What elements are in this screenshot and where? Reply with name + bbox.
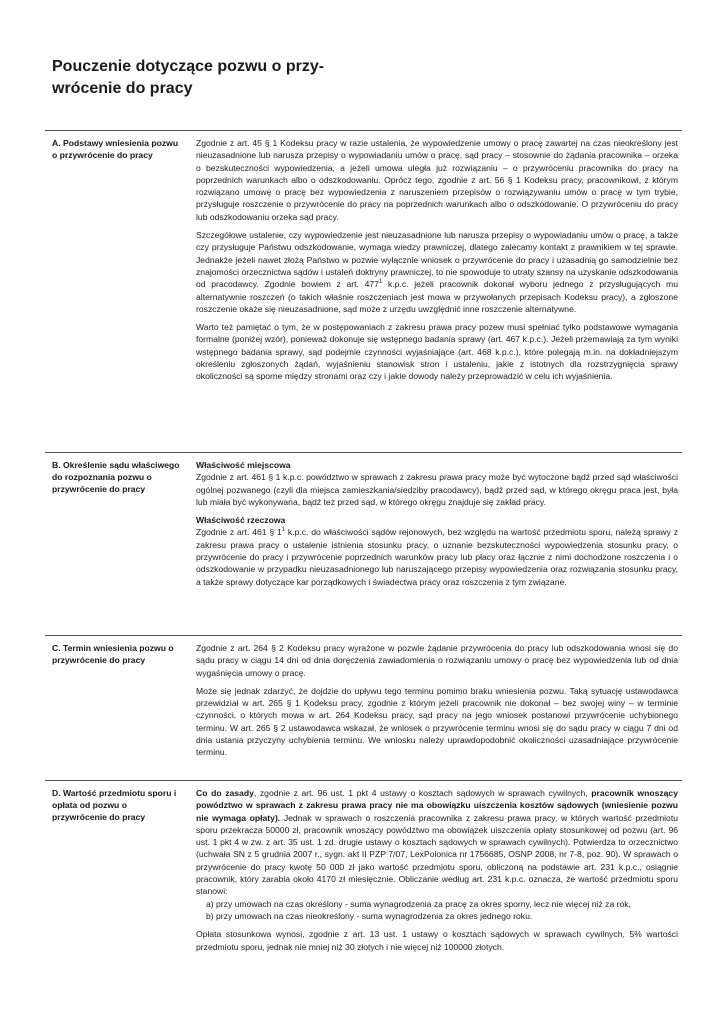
superscript: 1 (281, 527, 286, 534)
paragraph: Opłata stosunkowa wynosi, zgodnie z art. 13 ust. 1 ustawy o kosztach sądowych w sprawach cywilnych, 5% wartości przedmiotu sporu, jednak nie mniej niż 30 złotych i nie więcej niż 100000 złotych. (196, 929, 678, 952)
paragraph-text: k.p.c. jeżeli pracownik dokonał wyboru jednego z przysługujących mu alternatywnie roszczeń (o takich właśnie roszczeniach jest mowa w przywołanych przepisach Kodeksu pracy), a zgłoszone roszczenie okaże się nieuzasadnione, sąd może z urzędu uwzględnić inne roszczenie alternatywne. (196, 279, 678, 314)
section-a-label: A. Podstawy wniesienia pozwu o przywrócenie do pracy (52, 138, 179, 160)
section-c-label: C. Termin wniesienia pozwu o przywrócenie do pracy (52, 643, 174, 665)
paragraph (196, 229, 678, 315)
section-a-content (196, 137, 678, 389)
paragraph (196, 526, 678, 587)
section-divider (45, 780, 682, 781)
paragraph-text: Szczegółowe ustalenie, czy wypowiedzenie jest nieuzasadnione lub narusza przepisy o wypowiadaniu umów o pracę, a także czy przysługuje Państwu odszkodowanie, wymaga wiedzy prawniczej, dlatego zalecamy kontakt z prawnikiem w tej sprawie. Jednakże jeżeli nawet złożą Państwo w pozwie wyłącznie wniosek o przywrócenie do pracy i uzasadnią go samodzielnie bez znajomości orzecznictwa sądów i ustaleń doktryny prawniczej, to nie spowoduje to utraty szansy na uzyskanie odszkodowania od pracodawcy. Zgodnie bowiem z art. 477 (196, 230, 678, 290)
bold-text: Co do zasady (196, 788, 254, 798)
section-b-label: B. Określenie sądu właściwego do rozpoznania pozwu o przywrócenie do pracy (52, 460, 180, 494)
section-divider (45, 635, 682, 636)
list (196, 898, 678, 923)
section-d-content (196, 787, 678, 959)
section-divider (45, 130, 682, 131)
document-title: Pouczenie dotyczące pozwu o przy-wrócenie do pracy (52, 58, 325, 97)
list-item: a) przy umowach na czas określony - suma wynagrodzenia za pracę za okres sporny, lecz nie więcej niż za rok, (206, 898, 631, 909)
paragraph: Zgodnie z art. 461 § 1 k.p.c. powództwo w sprawach z zakresu prawa pracy może być wytoczone bądź przed sąd właściwości ogólnej pozwanego (czyli dla miejsca zamieszkania/siedziby pracodawcy), bądź przed sąd, w którego okręgu praca jest, była lub miała być wykonywana, bądź też przed sąd, w którego okręgu znajduje się zakład pracy. (196, 472, 678, 507)
list-item: b) przy umowach na czas nieokreślony - suma wynagrodzenia za okres jednego roku. (206, 910, 533, 921)
superscript: 1 (378, 279, 383, 286)
subheading: Właściwość rzeczowa (196, 515, 286, 526)
section-b-content (196, 459, 678, 594)
section-d-label: D. Wartość przedmiotu sporu i opłata od pozwu o przywrócenie do pracy (52, 788, 177, 822)
paragraph (196, 787, 678, 898)
paragraph-text: Jednak w sprawach o roszczenia pracownika z zakresu prawa pracy, w których wartość przedmiotu sporu przekracza 50000 zł, pracownik wnoszący powództwo ma obowiązek uiszczenia opłaty stosunkowej od pozwu (art. 96 ust. 1 pkt 4 w zw. z art. 35 ust. 1 zd. drugie ustawy o kosztach sądowych w sprawach cywilnych). Potwierdza to orzecznictwo (uchwała SN z 5 grudnia 2007 r., sygn. akt II PZP 7/07, LexPolonica nr 1756685, OSNP 2008, nr 7-8, poz. 90). W sprawach o przywrócenie do pracy kwotę 50 000 zł jako wartość przedmiotu sporu, obliczoną na podstawie art. 231 k.p.c., osiągnie pracownik, który zarabia około 4170 zł miesięcznie. Obliczanie według art. 231 k.p.c. oznacza, że wartość przedmiotu sporu stanowi: (196, 812, 678, 897)
subheading: Właściwość miejscowa (196, 460, 291, 470)
section-c-content (196, 642, 678, 765)
bold-text: pracownik wnoszący powództwo w sprawach z zakresu prawa pracy nie ma obowiązku uiszczenia kosztów sądowych (wniesienie pozwu nie wymaga opłaty). (196, 788, 678, 823)
paragraph-text: Zgodnie z art. 461 § 1 (196, 527, 282, 538)
paragraph: Może się jednak zdarzyć, że dojdzie do upływu tego terminu pomimo braku wniesienia pozwu. Taką sytuację ustawodawca przewidział w art. 265 § 1 Kodeksu pracy, zgodnie z którym jeżeli pracownik nie dokonał – bez swojej winy – w terminie czynności, o których mowa w art. 264 Kodeksu pracy, sąd pracy na jego wniosek postanowi przywrócenie uchybionego terminu. W art. 265 § 2 ustawodawca wskazał, że wniosek o przywrócenie terminu wnosi się do sądu pracy w ciągu 7 dni od dnia ustania przyczyny uchybienia terminu. We wniosku należy uprawdopodobnić okoliczności uzasadniające przywrócenie terminu. (196, 685, 678, 758)
paragraph: Zgodnie z art. 45 § 1 Kodeksu pracy w razie ustalenia, że wypowiedzenie umowy o pracę zawartej na czas nieokreślony jest nieuzasadnione lub narusza przepisy o wypowiadaniu umów o pracę, sąd pracy – stosownie do żądania pracownika – orzeka o bezskuteczności wypowiedzenia, a jeżeli umowa uległa już rozwiązaniu – o przywróceniu pracownika do pracy na poprzednich warunkach albo o odszkodowaniu. Oprócz tego, zgodnie z art. 56 § 1 Kodeksu pracy, pracownikowi, z którym rozwiązano umowę o pracę bez wypowiedzenia z naruszeniem przepisów o rozwiązywaniu umów o pracę w tym trybie, przysługuje roszczenie o przywrócenie do pracy na poprzednich warunkach albo o odszkodowanie. O przywróceniu do pracy lub odszkodowaniu orzeka sąd pracy. (196, 138, 678, 222)
section-divider (45, 452, 682, 453)
paragraph-text: , zgodnie z art. 96 ust. 1 pkt 4 ustawy o kosztach sądowych w sprawach cywilnych, (253, 788, 592, 798)
paragraph-text: k.p.c. do właściwości sądów rejonowych, bez względu na wartość przedmiotu sporu, należą sprawy z zakresu prawa pracy o ustalenie istnienia stosunku pracy, o uznanie bezskuteczności wypowiedzenia stosunku pracy, o przywrócenie do pracy i przywrócenie poprzednich warunków pracy lub płacy oraz łącznie z nimi dochodzone roszczenia i o odszkodowanie w przypadku nieuzasadnionego lub naruszającego przepisy wypowiedzenia oraz rozwiązania stosunku pracy, a także sprawy dotyczące kar porządkowych i świadectwa pracy oraz roszczenia z tym związane. (196, 527, 678, 587)
paragraph: Warto też pamiętać o tym, że w postępowaniach z zakresu prawa pracy pozew musi spełniać tylko podstawowe wymagania formalne (poniżej wzór), ponieważ dokonuje się wstępnego badania sprawy (art. 467 k.p.c.). Jeżeli przemawiają za tym wyniki wstępnego badania sprawy, sąd podejmie czynności wyjaśniające (art. 468 k.p.c.), które polegają m.in. na dokładniejszym określeniu zgłoszonych żądań, wyjaśnieniu stanowisk stron i ustaleniu, jakie z istotnych dla rozstrzygnięcia sprawy okoliczności są sporne między stronami oraz czy i jakie dowody należy przeprowadzić w celu ich wyjaśnienia. (196, 322, 678, 382)
paragraph: Zgodnie z art. 264 § 2 Kodeksu pracy wyrażone w pozwie żądanie przywrócenia do pracy lub odszkodowania wnosi się do sądu pracy w ciągu 14 dni od dnia doręczenia zawiadomienia o rozwiązaniu umowy o pracę bez wypowiedzenia lub od dnia wygaśnięcia umowy o pracę. (196, 643, 678, 678)
